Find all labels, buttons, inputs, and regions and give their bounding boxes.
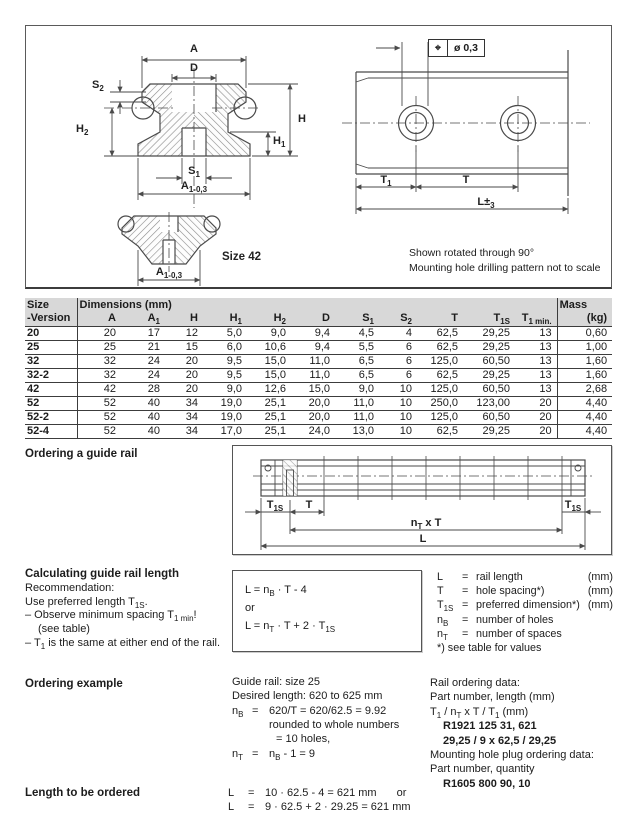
formula-box bbox=[232, 570, 422, 652]
example-line-rail: Guide rail: size 25 bbox=[232, 676, 321, 688]
column-header: $S_2$ bbox=[379, 312, 417, 326]
example-heading: Ordering example bbox=[25, 678, 123, 690]
ordering-rail-box bbox=[232, 445, 612, 555]
column-header: $T_{1 min.}$ bbox=[515, 312, 557, 326]
column-header: D bbox=[291, 312, 335, 326]
dim-label-t: T bbox=[462, 174, 470, 186]
plug-ordering-title: Mounting hole plug ordering data: bbox=[430, 749, 594, 762]
column-header: -Version bbox=[25, 312, 77, 326]
dim-label-d: D bbox=[190, 62, 198, 74]
column-header-size: Size bbox=[25, 298, 77, 312]
rail-side-drawing bbox=[233, 446, 611, 554]
nb-value: 620/T = 620/62.5 = 9.92 bbox=[269, 704, 387, 717]
ordering-rail-heading: Ordering a guide rail bbox=[25, 448, 138, 460]
size42-caption: Size 42 bbox=[222, 251, 261, 263]
calculating-heading: Calculating guide rail length bbox=[25, 568, 179, 580]
mounting-hole-2 bbox=[501, 96, 536, 152]
column-header: H bbox=[165, 312, 203, 326]
l-equals: = bbox=[248, 787, 255, 799]
calc-bullet-2: – $T_1$ is the same at either end of the rail. bbox=[25, 636, 221, 652]
rail-dim-label-l: L bbox=[419, 533, 427, 545]
example-line-length: Desired length: 620 to 625 mm bbox=[232, 689, 383, 702]
rail-ordering-l2: Part number, length (mm) bbox=[430, 691, 555, 704]
length-row-2 bbox=[228, 800, 608, 814]
calc-bullet-1b: (see table) bbox=[38, 623, 90, 636]
column-header: T bbox=[417, 312, 463, 326]
fcf-frame bbox=[428, 39, 485, 57]
dim-label-s1: $S_1$ bbox=[188, 165, 200, 180]
dim-label-s2: $S_2$ bbox=[92, 79, 104, 94]
column-header: $H_1$ bbox=[203, 312, 247, 326]
rail-ordering-l3: $T_1 / n_T$ x T / $T_1$ (mm) bbox=[430, 705, 529, 720]
l-or: or bbox=[396, 787, 407, 799]
dim-label-a: A bbox=[190, 43, 198, 55]
column-header: A bbox=[77, 312, 121, 326]
table-subheader-row bbox=[25, 312, 612, 326]
table-row: 32-2 32 24 20 9,5 15,0 11,0 6,5 6 62,5 29,25 13 1,60 bbox=[25, 368, 612, 382]
table-row: 20 20 17 12 5,0 9,0 9,4 4,5 4 62,5 29,25 13 0,60 bbox=[25, 326, 612, 340]
size42-drawing bbox=[104, 212, 234, 290]
rail-dim-label-t1s-left: $T_{1S}$ bbox=[266, 499, 284, 514]
formula-line-1: $L = n_B \cdot T - 4$ bbox=[245, 584, 307, 599]
end-cap-right bbox=[571, 460, 585, 496]
fcf-value: ø 0,3 bbox=[454, 42, 478, 54]
hole-ticks bbox=[324, 456, 562, 500]
legend-row: T = hole spacing*) (mm) bbox=[437, 585, 613, 598]
column-group-dimensions: Dimensions (mm) bbox=[77, 298, 557, 312]
legend-row: $n_T$ = number of spaces bbox=[437, 627, 562, 642]
rail-ordering-title: Rail ordering data: bbox=[430, 677, 520, 689]
legend-row: L = rail length (mm) bbox=[437, 571, 613, 583]
calc-line-use-preferred: Use preferred length $T_{1S}$. bbox=[25, 595, 148, 610]
formula-line-or: or bbox=[245, 602, 255, 614]
drawing-panel bbox=[25, 25, 612, 289]
dimensions-table-body bbox=[25, 326, 612, 438]
length-heading: Length to be ordered bbox=[25, 787, 140, 799]
nb-equals: = bbox=[252, 704, 259, 717]
top-view-drawing bbox=[338, 34, 608, 239]
dim-label-h1: $H_1$ bbox=[273, 135, 286, 150]
legend bbox=[437, 570, 613, 656]
plug-part-number: R1605 800 90, 10 bbox=[443, 777, 531, 790]
legend-footnote: *) see table for values bbox=[437, 642, 542, 655]
plug-ordering-l5: Part number, quantity bbox=[430, 763, 535, 776]
table-row: 25 25 21 15 6,0 10,6 9,4 5,5 6 62,5 29,25 13 1,00 bbox=[25, 340, 612, 354]
l-value: 10 · 62.5 - 4 = 621 mm bbox=[265, 787, 377, 799]
nt-equals: = bbox=[252, 747, 259, 760]
l-symbol: L bbox=[228, 801, 235, 814]
length-row-1 bbox=[228, 786, 608, 800]
dim-label-l: $L\pm_3$ bbox=[477, 196, 495, 211]
column-header: $T_{1S}$ bbox=[463, 312, 515, 326]
dim-label-h: H bbox=[298, 113, 306, 125]
rail-spacing-values: 29,25 / 9 x 62,5 / 29,25 bbox=[443, 734, 557, 747]
column-header-mass: Mass bbox=[557, 298, 612, 312]
example-nt-row bbox=[232, 747, 428, 761]
nb-rounded-note: rounded to whole numbers bbox=[269, 719, 400, 731]
nb-holes-note: = 10 holes, bbox=[276, 733, 331, 746]
size42-profile bbox=[118, 212, 220, 272]
column-header: $H_2$ bbox=[247, 312, 291, 326]
table-row: 42 42 28 20 9,0 12,6 15,0 9,0 10 125,0 60,50 13 2,68 bbox=[25, 382, 612, 396]
size42-dim-label-a1: $A_{1-0,3}$ bbox=[155, 266, 183, 281]
end-cap-left bbox=[261, 460, 275, 496]
column-header: $A_1$ bbox=[121, 312, 165, 326]
table-row: 52 52 40 34 19,0 25,1 20,0 11,0 10 250,0 123,00 20 4,40 bbox=[25, 396, 612, 410]
calc-line-recommendation: Recommendation: bbox=[25, 581, 115, 594]
table-row: 52-2 52 40 34 19,0 25,1 20,0 11,0 10 125,0 60,50 20 4,40 bbox=[25, 410, 612, 424]
column-header: $S_1$ bbox=[335, 312, 379, 326]
nb-symbol: $n_B$ bbox=[232, 704, 244, 719]
table-row: 32 32 24 20 9,5 15,0 11,0 6,5 6 125,0 60,50 13 1,60 bbox=[25, 354, 612, 368]
rail-dim-label-t1s-right: $T_{1S}$ bbox=[564, 499, 582, 514]
table-header-row bbox=[25, 298, 612, 312]
rail-body bbox=[253, 460, 593, 496]
calc-bullet-1: – Observe minimum spacing $T_{1 min}$! bbox=[25, 609, 197, 624]
example-ordering-data bbox=[430, 676, 630, 791]
cross-section-drawing bbox=[54, 32, 334, 217]
example-nb-row bbox=[232, 704, 428, 718]
table-row: 52-4 52 40 34 17,0 25,1 24,0 13,0 10 62,5 29,25 20 4,40 bbox=[25, 424, 612, 438]
calculating-section bbox=[25, 568, 230, 651]
rail-part-number: R1921 125 31, 621 bbox=[443, 720, 537, 733]
drawing-note-line: Mounting hole drilling pattern not to scale bbox=[409, 262, 601, 274]
column-header: (kg) bbox=[557, 312, 612, 326]
dim-label-h2: $H_2$ bbox=[76, 123, 89, 138]
nt-symbol: $n_T$ bbox=[232, 747, 244, 762]
length-formulas bbox=[228, 786, 608, 815]
dim-label-a1: $A_{1-0,3}$ bbox=[180, 180, 208, 195]
dim-label-t1: $T_1$ bbox=[380, 174, 392, 189]
rail-dim-label-t: T bbox=[305, 499, 313, 511]
dimensions-table bbox=[25, 298, 612, 439]
drawing-notes bbox=[409, 246, 600, 276]
formula-line-2: $L = n_T \cdot T + 2 \cdot T_{1S}$ bbox=[245, 620, 336, 635]
example-calculation bbox=[232, 676, 428, 761]
legend-row: $T_{1S}$ = preferred dimension*) (mm) bbox=[437, 599, 613, 614]
nt-value: $n_B - 1 = 9$ bbox=[269, 747, 316, 762]
sectioned-hole bbox=[283, 460, 297, 496]
l-symbol: L bbox=[228, 787, 235, 799]
rail-dim-label-ntxt: $n_T$ x T bbox=[410, 517, 442, 532]
l-value: 9 · 62.5 + 2 · 29.25 = 621 mm bbox=[265, 801, 411, 814]
position-tolerance-icon: ⌖ bbox=[429, 40, 448, 56]
drawing-note-line: Shown rotated through 90° bbox=[409, 247, 535, 259]
l-equals: = bbox=[248, 801, 255, 814]
legend-row: $n_B$ = number of holes bbox=[437, 613, 554, 628]
